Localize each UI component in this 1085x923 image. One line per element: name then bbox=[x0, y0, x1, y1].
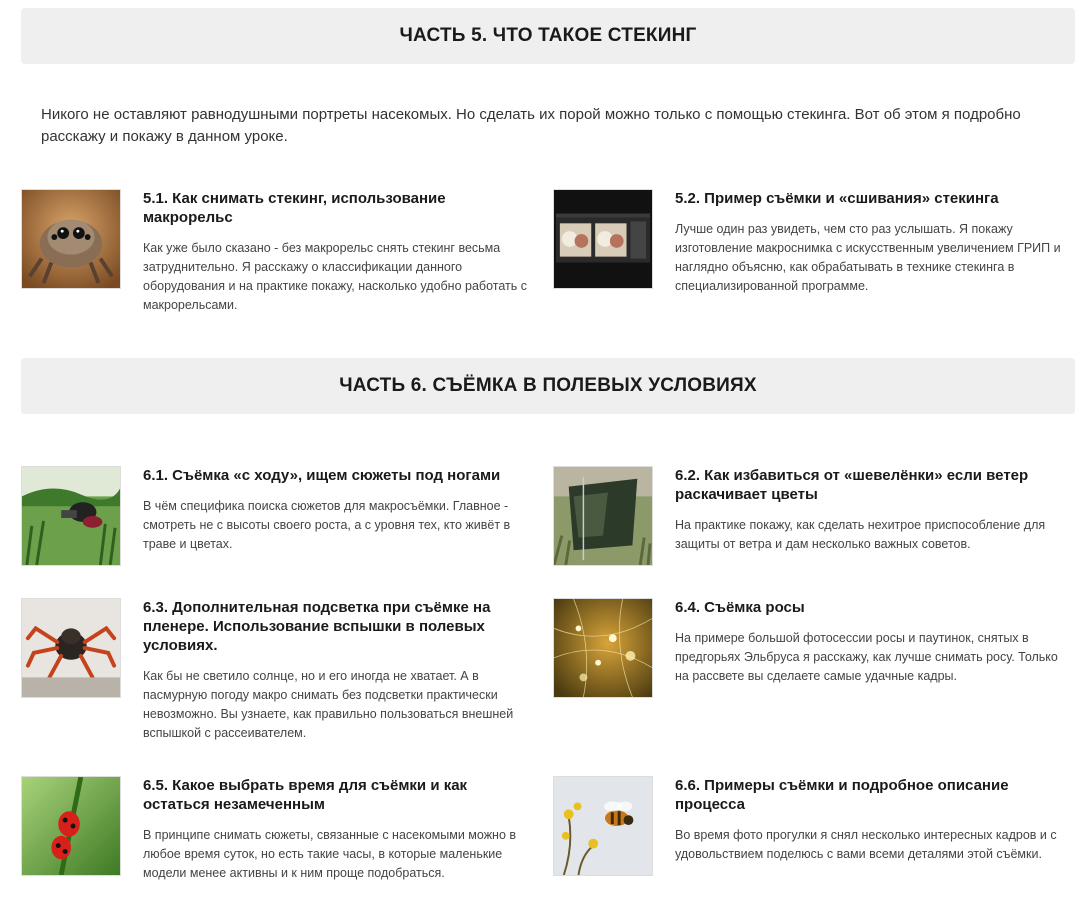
part5-title: ЧАСТЬ 5. ЧТО ТАКОЕ СТЕКИНГ bbox=[399, 25, 697, 46]
lesson-title[interactable]: 6.3. Дополнительная подсветка при съёмке на пленере. Использование вспышки в полевых условиях. bbox=[143, 599, 491, 654]
jumping-spider-photo-icon[interactable] bbox=[21, 189, 121, 289]
lesson-5-2-body bbox=[675, 189, 1061, 296]
lesson-6-1[interactable] bbox=[21, 466, 511, 596]
lesson-title[interactable]: 6.4. Съёмка росы bbox=[675, 599, 805, 616]
lesson-6-4[interactable] bbox=[553, 598, 1058, 728]
lesson-title[interactable]: 6.6. Примеры съёмки и подробное описание процесса bbox=[675, 777, 1009, 813]
lesson-description: На примере большой фотосессии росы и паутинок, снятых в предгорьях Эльбруса я расскажу, как лучше снимать росу. Только на рассвете вы сделаете самые удачные кадры. bbox=[675, 631, 1058, 683]
lesson-6-5[interactable] bbox=[21, 776, 517, 906]
ladybugs-photo-icon[interactable] bbox=[21, 776, 121, 876]
photographer-in-grass-photo-icon[interactable] bbox=[21, 466, 121, 566]
lesson-description: В принципе снимать сюжеты, связанные с насекомыми можно в любое время суток, но есть такие часы, в которые маленькие модели менее активны и к ним проще подобраться. bbox=[143, 828, 517, 880]
lesson-5-1[interactable] bbox=[21, 189, 527, 319]
lesson-6-4-body bbox=[675, 598, 1061, 686]
part6-header bbox=[21, 358, 1075, 414]
lesson-6-3[interactable] bbox=[21, 598, 514, 740]
lesson-description: Во время фото прогулки я снял несколько интересных кадров и с удовольствием поделюсь с вами всеми деталями этой съёмки. bbox=[675, 828, 1057, 861]
lesson-title[interactable]: 6.1. Съёмка «с ходу», ищем сюжеты под ногами bbox=[143, 467, 501, 484]
lesson-title[interactable]: 6.2. Как избавиться от «шевелёнки» если ветер раскачивает цветы bbox=[675, 467, 1029, 503]
lesson-title[interactable]: 5.1. Как снимать стекинг, использование макрорельс bbox=[143, 190, 446, 226]
lesson-5-1-body bbox=[143, 189, 529, 315]
lesson-description: Лучше один раз увидеть, чем сто раз услышать. Я покажу изготовление макроснимка с искусственным увеличением ГРИП и наглядно объясню, как обрабатывать в технике стекинга в специализированной программе. bbox=[675, 222, 1061, 293]
red-legged-spider-photo-icon[interactable] bbox=[21, 598, 121, 698]
lesson-6-6[interactable] bbox=[553, 776, 1057, 906]
lesson-6-1-body bbox=[143, 466, 529, 554]
lesson-6-6-body bbox=[675, 776, 1061, 864]
part6-title: ЧАСТЬ 6. СЪЁМКА В ПОЛЕВЫХ УСЛОВИЯХ bbox=[339, 375, 757, 396]
part5-intro: Никого не оставляют равнодушными портреты насекомых. Но сделать их порой можно только с помощью стекинга. Вот об этом я подробно расскажу и покажу в данном уроке. bbox=[41, 106, 1021, 145]
lesson-title[interactable]: 5.2. Пример съёмки и «сшивания» стекинга bbox=[675, 190, 999, 207]
bee-on-flower-photo-icon[interactable] bbox=[553, 776, 653, 876]
lesson-title[interactable]: 6.5. Какое выбрать время для съёмки и как остаться незамеченным bbox=[143, 777, 468, 813]
software-screenshot-photo-icon[interactable] bbox=[553, 189, 653, 289]
wind-shield-photo-icon[interactable] bbox=[553, 466, 653, 566]
part5-header bbox=[21, 8, 1075, 64]
lesson-6-2-body bbox=[675, 466, 1061, 554]
lesson-5-2[interactable] bbox=[553, 189, 1061, 319]
dew-web-photo-icon[interactable] bbox=[553, 598, 653, 698]
lesson-6-3-body bbox=[143, 598, 529, 743]
lesson-description: На практике покажу, как сделать нехитрое приспособление для защиты от ветра и дам несколько важных советов. bbox=[675, 518, 1046, 551]
lesson-description: В чём специфика поиска сюжетов для макросъёмки. Главное - смотреть не с высоты своего роста, а с уровня тех, кто живёт в траве и цветах. bbox=[143, 499, 511, 551]
lesson-6-5-body bbox=[143, 776, 529, 883]
lesson-description: Как уже было сказано - без макрорельс снять стекинг весьма затруднительно. Я расскажу о классификации данного оборудования и на практике покажу, насколько удобно работать с макрорельсами. bbox=[143, 241, 527, 312]
lesson-description: Как бы не светило солнце, но и его иногда не хватает. А в пасмурную погоду макро снимать без подсветки практически невозможно. Вы узнаете, как правильно пользоваться внешней вспышкой с рассеивателем. bbox=[143, 669, 514, 740]
lesson-6-2[interactable] bbox=[553, 466, 1046, 596]
